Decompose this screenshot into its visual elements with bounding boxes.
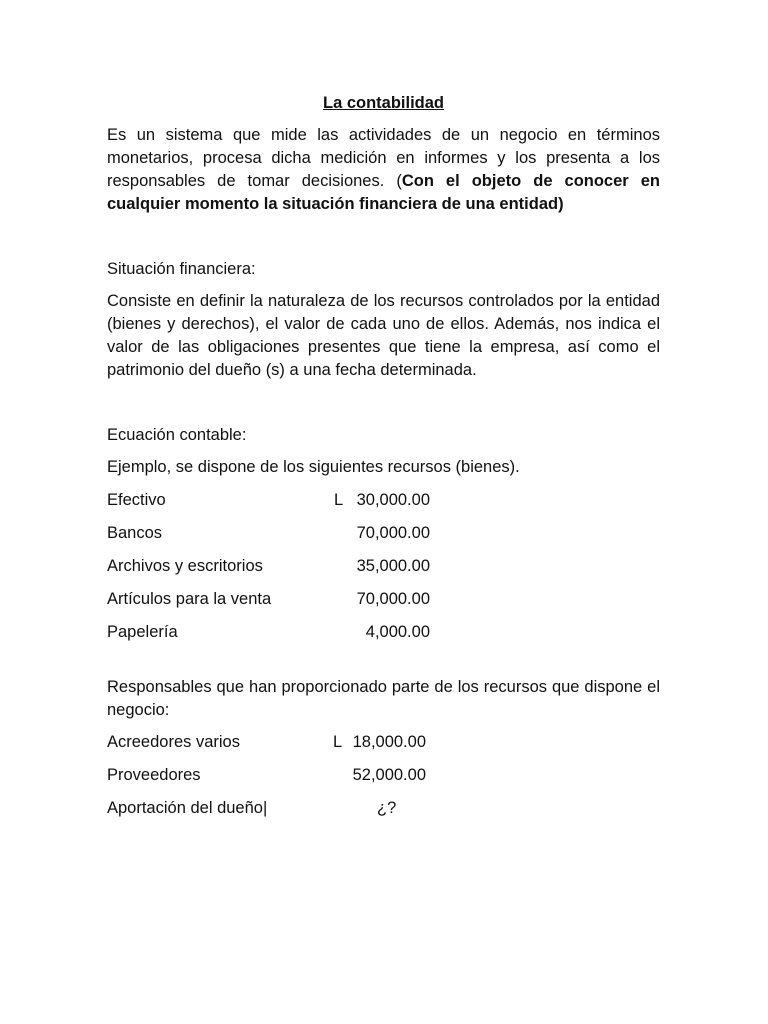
list-item — [107, 522, 660, 555]
list-item — [107, 489, 660, 522]
item-name: Acreedores varios — [107, 733, 240, 751]
item-currency: L — [333, 733, 343, 751]
situacion-heading: Situación financiera: — [107, 260, 256, 278]
item-amount: 70,000.00 — [356, 590, 430, 608]
item-amount: 70,000.00 — [356, 524, 430, 542]
document-page — [107, 92, 660, 830]
item-name: Papelería — [107, 623, 178, 641]
item-currency: L — [334, 491, 344, 509]
item-name: Artículos para la venta — [107, 590, 272, 608]
item-name: Proveedores — [107, 766, 201, 784]
responsables-list — [107, 731, 660, 830]
recursos-list — [107, 489, 660, 654]
intro-bold-text: Con el objeto de conocer en cualquier momento la situación financiera de una entidad) — [107, 172, 660, 213]
list-item — [107, 731, 660, 764]
intro-text: Es un sistema que mide las actividades de un negocio en términos monetarios, procesa dicha medición en informes y los presenta a los responsables de tomar decisiones. ( — [107, 126, 660, 190]
list-item — [107, 555, 660, 588]
item-amount: 30,000.00 — [356, 491, 430, 509]
responsables-paragraph: Responsables que han proporcionado parte de los recursos que dispone el negocio: — [107, 678, 660, 719]
list-item — [107, 588, 660, 621]
item-amount: 52,000.00 — [352, 766, 426, 784]
document-title: La contabilidad — [322, 94, 444, 112]
item-amount: ¿? — [377, 799, 397, 817]
item-amount: 18,000.00 — [352, 733, 426, 751]
item-amount: 35,000.00 — [356, 557, 430, 575]
item-amount: 4,000.00 — [365, 623, 430, 641]
item-name: Efectivo — [107, 491, 166, 509]
ecuacion-heading: Ecuación contable: — [107, 426, 247, 444]
list-item — [107, 764, 660, 797]
item-name: Bancos — [107, 524, 163, 542]
list-item — [107, 621, 660, 654]
example-text: Ejemplo, se dispone de los siguientes recursos (bienes). — [107, 458, 520, 476]
intro-paragraph — [107, 124, 660, 216]
list-item — [107, 797, 660, 830]
item-name: Aportación del dueño| — [107, 799, 268, 817]
situacion-paragraph: Consiste en definir la naturaleza de los recursos controlados por la entidad (bienes y derechos), el valor de cada uno de ellos. Además, nos indica el valor de las obligaciones presentes que tiene la empresa, así como el patrimonio del dueño (s) a una fecha determinada. — [107, 292, 660, 379]
item-name: Archivos y escritorios — [107, 557, 263, 575]
